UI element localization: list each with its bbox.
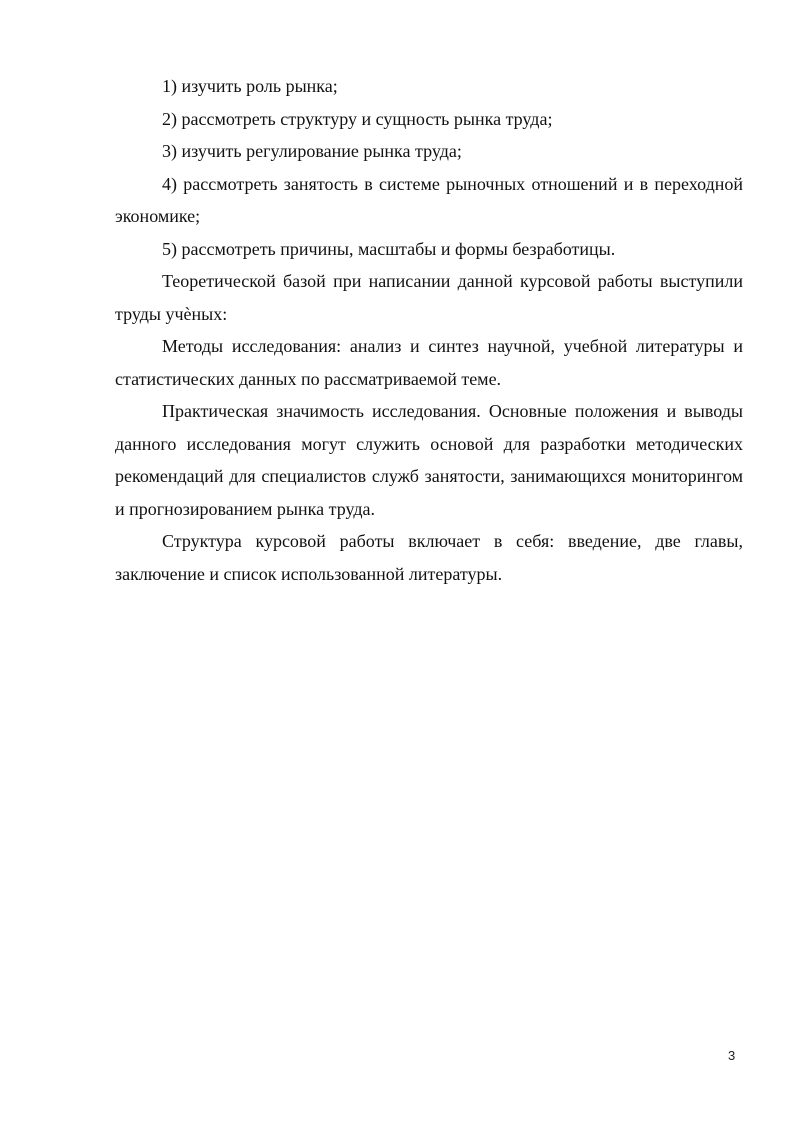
task-item-3: 3) изучить регулирование рынка труда; [162,141,462,161]
task-item-1: 1) изучить роль рынка; [162,76,338,96]
practical-significance-paragraph: Практическая значимость исследования. Основные положения и выводы данного исследования могут служить основой для разработки методических рекомендаций для специалистов служб занятости, занимающихся мониторингом и прогнозированием рынка труда. [115,401,743,519]
research-methods-paragraph: Методы исследования: анализ и синтез научной, учебной литературы и статистических данных по рассматриваемой теме. [115,336,743,389]
theoretical-base-paragraph: Теоретической базой при написании данной курсовой работы выступили труды учѐных: [115,271,743,324]
document-page [115,70,743,590]
task-item-5: 5) рассмотреть причины, масштабы и формы безработицы. [162,238,616,259]
structure-paragraph: Структура курсовой работы включает в себя: введение, две главы, заключение и список использованной литературы. [115,531,743,584]
task-item-2: 2) рассмотреть структуру и сущность рынка труда; [162,108,553,129]
page-number: 3 [728,1048,736,1063]
task-item-4: 4) рассмотреть занятость в системе рыночных отношений и в переходной экономике; [115,173,743,226]
